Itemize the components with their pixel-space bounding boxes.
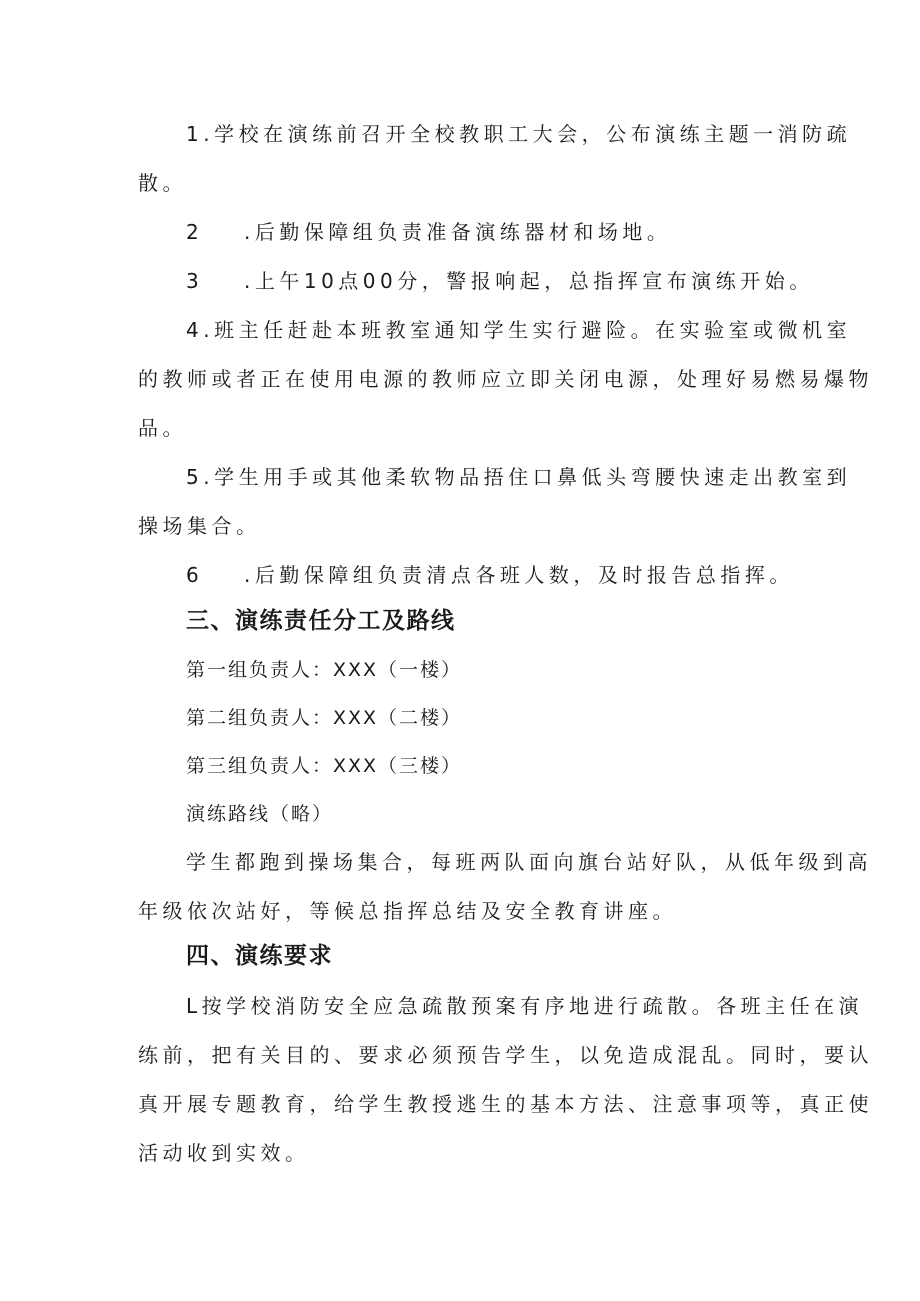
item-4-number: 4	[186, 318, 204, 342]
group-1-lead: 第一组负责人：XXX（一楼）	[186, 659, 463, 681]
item-1-line-1	[186, 120, 851, 148]
drill-route: 演练路线（略）	[186, 803, 334, 825]
item-5-line-1	[186, 463, 851, 491]
item-2-number: 2	[186, 220, 204, 244]
item-1-line-2: 散。	[138, 171, 187, 195]
item-1-number: 1	[186, 122, 204, 146]
section-4-paragraph-line-4: 活动收到实效。	[138, 1141, 310, 1165]
section-4-paragraph-line-1: L按学校消防安全应急疏散预案有序地进行疏散。各班主任在演	[186, 994, 864, 1018]
group-2-lead: 第二组负责人：XXX（二楼）	[186, 707, 463, 729]
item-4-line-1	[186, 316, 851, 344]
item-5-text: .学生用手或其他柔软物品捂住口鼻低头弯腰快速走出教室到	[203, 465, 852, 489]
item-4-line-2: 的教师或者正在使用电源的教师应立即关闭电源，处理好易燃易爆物	[138, 367, 873, 391]
item-6-line-1	[186, 561, 794, 589]
item-1-text: .学校在演练前召开全校教职工大会，公布演练主题一消防疏	[203, 122, 852, 146]
section-3-paragraph-line-1: 学生都跑到操场集合，每班两队面向旗台站好队，从低年级到高	[186, 850, 872, 874]
item-4-line-3: 品。	[138, 416, 187, 440]
item-2-text: .后勤保障组负责准备演练器材和场地。	[244, 220, 672, 244]
item-3-number: 3	[186, 269, 204, 293]
item-6-text: .后勤保障组负责清点各班人数，及时报告总指挥。	[244, 563, 794, 587]
group-3-lead: 第三组负责人：XXX（三楼）	[186, 755, 463, 777]
item-3-text: .上午10点00分，警报响起，总指挥宣布演练开始。	[244, 269, 814, 293]
item-2-line-1	[186, 218, 671, 246]
item-5-line-2: 操场集合。	[138, 514, 261, 538]
item-4-text: .班主任赶赴本班教室通知学生实行避险。在实验室或微机室	[203, 318, 852, 342]
section-4-paragraph-line-3: 真开展专题教育，给学生教授逃生的基本方法、注意事项等，真正使	[138, 1092, 873, 1116]
item-5-number: 5	[186, 465, 204, 489]
item-3-line-1	[186, 267, 814, 295]
section-4-title: 四、演练要求	[186, 943, 333, 969]
section-3-paragraph-line-2: 年级依次站好，等候总指挥总结及安全教育讲座。	[138, 899, 677, 923]
section-4-paragraph-line-2: 练前，把有关目的、要求必须预告学生，以免造成混乱。同时，要认	[138, 1043, 873, 1067]
section-3-title: 三、演练责任分工及路线	[186, 608, 456, 634]
item-6-number: 6	[186, 563, 204, 587]
